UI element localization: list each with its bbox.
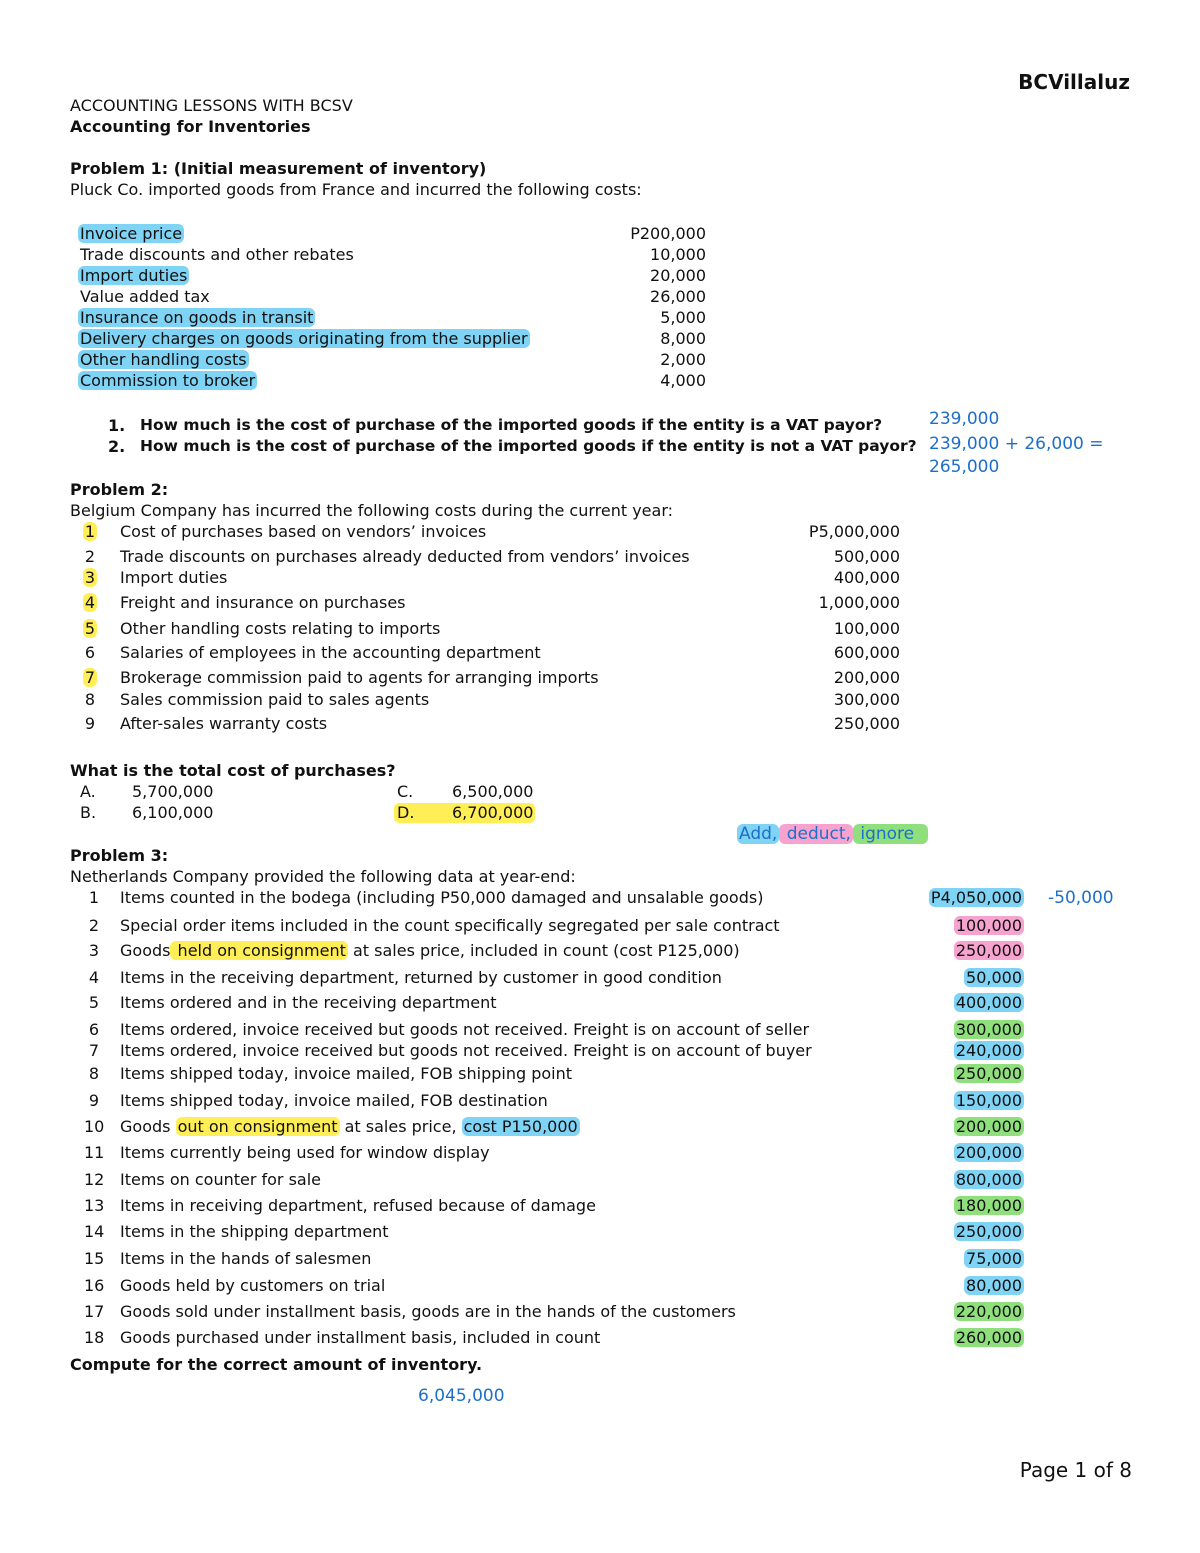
p3-item-number: 14 <box>84 1222 105 1241</box>
p3-item-amount: 250,000 <box>955 1222 1022 1241</box>
p1-item-label: Delivery charges on goods originating from the supplier <box>80 329 528 348</box>
choice-letter: D. <box>397 803 415 822</box>
p3-item-number: 1 <box>88 888 100 907</box>
choice-value: 6,700,000 <box>452 803 534 822</box>
p3-item-amount: 100,000 <box>955 916 1022 935</box>
author-brand: BCVillaluz <box>1018 70 1130 94</box>
p3-item-label: Goods held on consignment at sales price, included in count (cost P125,000) <box>120 941 740 960</box>
p3-item-label: Items on counter for sale <box>120 1170 322 1189</box>
choice-value: 6,500,000 <box>452 782 534 801</box>
p1-item-label: Invoice price <box>80 224 183 243</box>
p3-item-amount: 50,000 <box>966 968 1022 987</box>
p3-item-number: 5 <box>88 993 100 1012</box>
p3-item-amount: 800,000 <box>955 1170 1022 1189</box>
question-text: How much is the cost of purchase of the imported goods if the entity is a VAT payor? <box>140 416 883 434</box>
p2-item-number: 1 <box>84 522 96 541</box>
problem-1-intro: Pluck Co. imported goods from France and incurred the following costs: <box>70 180 642 199</box>
p3-item-number: 6 <box>88 1020 100 1039</box>
course-title: ACCOUNTING LESSONS WITH BCSV <box>70 96 353 115</box>
p3-item-amount: 400,000 <box>955 993 1022 1012</box>
p3-item-amount: 250,000 <box>955 1064 1022 1083</box>
p3-item-label: Items counted in the bodega (including P50,000 damaged and unsalable goods) <box>120 888 764 907</box>
p3-item-number: 16 <box>84 1276 105 1295</box>
legend-ignore: ignore <box>853 824 928 844</box>
p3-item-number: 3 <box>88 941 100 960</box>
cost-highlight: cost P150,000 <box>463 1117 578 1136</box>
p2-item-number: 9 <box>84 714 96 733</box>
question-text: How much is the cost of purchase of the imported goods if the entity is not a VAT payor? <box>140 437 917 455</box>
p1-item-amount: 2,000 <box>660 350 706 369</box>
p3-item-amount: 220,000 <box>955 1302 1022 1321</box>
p3-item-label: Items in the hands of salesmen <box>120 1249 372 1268</box>
p2-item-number: 8 <box>84 690 96 709</box>
p1-item-amount: 20,000 <box>650 266 706 285</box>
p2-item-number: 6 <box>84 643 96 662</box>
choice-letter: A. <box>80 782 96 801</box>
p1-item-amount: 8,000 <box>660 329 706 348</box>
p3-item-amount: P4,050,000 <box>930 888 1022 907</box>
p3-item-number: 2 <box>88 916 100 935</box>
p2-item-amount: 600,000 <box>833 643 900 662</box>
problem-1-heading: Problem 1: (Initial measurement of inventory) <box>70 159 487 178</box>
color-legend <box>737 824 928 844</box>
p3-item-label: Goods held by customers on trial <box>120 1276 386 1295</box>
choice-letter: C. <box>397 782 414 801</box>
answer-note: 265,000 <box>929 457 1000 477</box>
p2-item-label: Import duties <box>120 568 228 587</box>
p1-item-label: Trade discounts and other rebates <box>80 245 354 264</box>
problem-3-instruction: Compute for the correct amount of inventory. <box>70 1355 483 1374</box>
p3-item-amount: 150,000 <box>955 1091 1022 1110</box>
p3-item-amount: 240,000 <box>955 1041 1022 1060</box>
p3-item-label: Items ordered, invoice received but goods not received. Freight is on account of buyer <box>120 1041 812 1060</box>
p3-item-label: Special order items included in the count specifically segregated per sale contract <box>120 916 780 935</box>
choice-value: 6,100,000 <box>132 803 214 822</box>
p3-item-label: Items currently being used for window display <box>120 1143 490 1162</box>
answer-note: 6,045,000 <box>418 1386 505 1406</box>
p1-item-label: Commission to broker <box>80 371 256 390</box>
problem-3-heading: Problem 3: <box>70 846 169 865</box>
p3-item-amount: 250,000 <box>955 941 1022 960</box>
choice-letter: B. <box>80 803 97 822</box>
lesson-title: Accounting for Inventories <box>70 117 311 136</box>
p3-item-label: Goods out on consignment at sales price, cost P150,000 <box>120 1117 578 1136</box>
legend-deduct: deduct, <box>781 824 851 844</box>
p3-item-amount: 200,000 <box>955 1143 1022 1162</box>
p1-item-amount: 4,000 <box>660 371 706 390</box>
p3-item-label: Items in receiving department, refused because of damage <box>120 1196 596 1215</box>
p2-item-amount: 250,000 <box>833 714 900 733</box>
p3-item-amount: 200,000 <box>955 1117 1022 1136</box>
p2-item-number: 7 <box>84 668 96 687</box>
p2-item-number: 5 <box>84 619 96 638</box>
p3-item-number: 17 <box>84 1302 105 1321</box>
p2-item-label: Freight and insurance on purchases <box>120 593 406 612</box>
p1-item-amount: 26,000 <box>650 287 706 306</box>
p3-item-amount: 180,000 <box>955 1196 1022 1215</box>
consignment-highlight: out on consignment <box>177 1117 338 1136</box>
p3-item-label: Items ordered, invoice received but goods not received. Freight is on account of seller <box>120 1020 810 1039</box>
problem-2-question: What is the total cost of purchases? <box>70 761 396 780</box>
legend-add: Add, <box>739 824 778 844</box>
p3-item-number: 10 <box>84 1117 105 1136</box>
problem-2-intro: Belgium Company has incurred the following costs during the current year: <box>70 501 674 520</box>
p3-item-label: Items ordered and in the receiving department <box>120 993 497 1012</box>
p3-item-number: 15 <box>84 1249 105 1268</box>
p3-item-number: 4 <box>88 968 100 987</box>
p2-item-amount: 500,000 <box>833 547 900 566</box>
p2-item-number: 3 <box>84 568 96 587</box>
p3-item-number: 11 <box>84 1143 105 1162</box>
p3-item-amount: 80,000 <box>966 1276 1022 1295</box>
question-number: 2. <box>108 437 126 456</box>
p2-item-label: Cost of purchases based on vendors’ invoices <box>120 522 487 541</box>
p2-item-amount: P5,000,000 <box>808 522 900 541</box>
p1-item-amount: P200,000 <box>630 224 706 243</box>
answer-note: 239,000 <box>929 409 1000 429</box>
p2-item-number: 2 <box>84 547 96 566</box>
p3-item-label: Items shipped today, invoice mailed, FOB shipping point <box>120 1064 573 1083</box>
choice-value: 5,700,000 <box>132 782 214 801</box>
p2-item-label: Brokerage commission paid to agents for arranging imports <box>120 668 599 687</box>
p3-item-label: Items in the shipping department <box>120 1222 389 1241</box>
p1-item-label: Value added tax <box>80 287 210 306</box>
p3-item-label: Goods purchased under installment basis, included in count <box>120 1328 601 1347</box>
p3-item-number: 13 <box>84 1196 105 1215</box>
p3-item-amount: 75,000 <box>966 1249 1022 1268</box>
problem-2-heading: Problem 2: <box>70 480 169 499</box>
consignment-highlight: held on consignment <box>172 941 346 960</box>
p1-item-label: Insurance on goods in transit <box>80 308 314 327</box>
p2-item-label: Salaries of employees in the accounting department <box>120 643 541 662</box>
p2-item-amount: 1,000,000 <box>818 593 900 612</box>
p2-item-amount: 300,000 <box>833 690 900 709</box>
p3-item-number: 7 <box>88 1041 100 1060</box>
p2-item-amount: 400,000 <box>833 568 900 587</box>
p3-item-number: 12 <box>84 1170 105 1189</box>
p2-item-label: Other handling costs relating to imports <box>120 619 441 638</box>
p3-item-number: 9 <box>88 1091 100 1110</box>
page-number: Page 1 of 8 <box>1019 1458 1132 1482</box>
problem-3-intro: Netherlands Company provided the following data at year-end: <box>70 867 576 886</box>
adjustment-note: -50,000 <box>1048 888 1114 908</box>
p1-item-amount: 10,000 <box>650 245 706 264</box>
p3-item-label: Items in the receiving department, returned by customer in good condition <box>120 968 722 987</box>
p2-item-number: 4 <box>84 593 96 612</box>
p2-item-amount: 100,000 <box>833 619 900 638</box>
p2-item-label: After-sales warranty costs <box>120 714 328 733</box>
p2-item-label: Trade discounts on purchases already deducted from vendors’ invoices <box>120 547 690 566</box>
p3-item-number: 8 <box>88 1064 100 1083</box>
p3-item-amount: 260,000 <box>955 1328 1022 1347</box>
question-number: 1. <box>108 416 126 435</box>
p1-item-label: Import duties <box>80 266 188 285</box>
p3-item-label: Goods sold under installment basis, goods are in the hands of the customers <box>120 1302 736 1321</box>
p3-item-number: 18 <box>84 1328 105 1347</box>
p3-item-label: Items shipped today, invoice mailed, FOB destination <box>120 1091 548 1110</box>
p1-item-amount: 5,000 <box>660 308 706 327</box>
p3-item-amount: 300,000 <box>955 1020 1022 1039</box>
answer-note: 239,000 + 26,000 = <box>929 434 1104 454</box>
p1-item-label: Other handling costs <box>80 350 247 369</box>
p2-item-amount: 200,000 <box>833 668 900 687</box>
p2-item-label: Sales commission paid to sales agents <box>120 690 430 709</box>
